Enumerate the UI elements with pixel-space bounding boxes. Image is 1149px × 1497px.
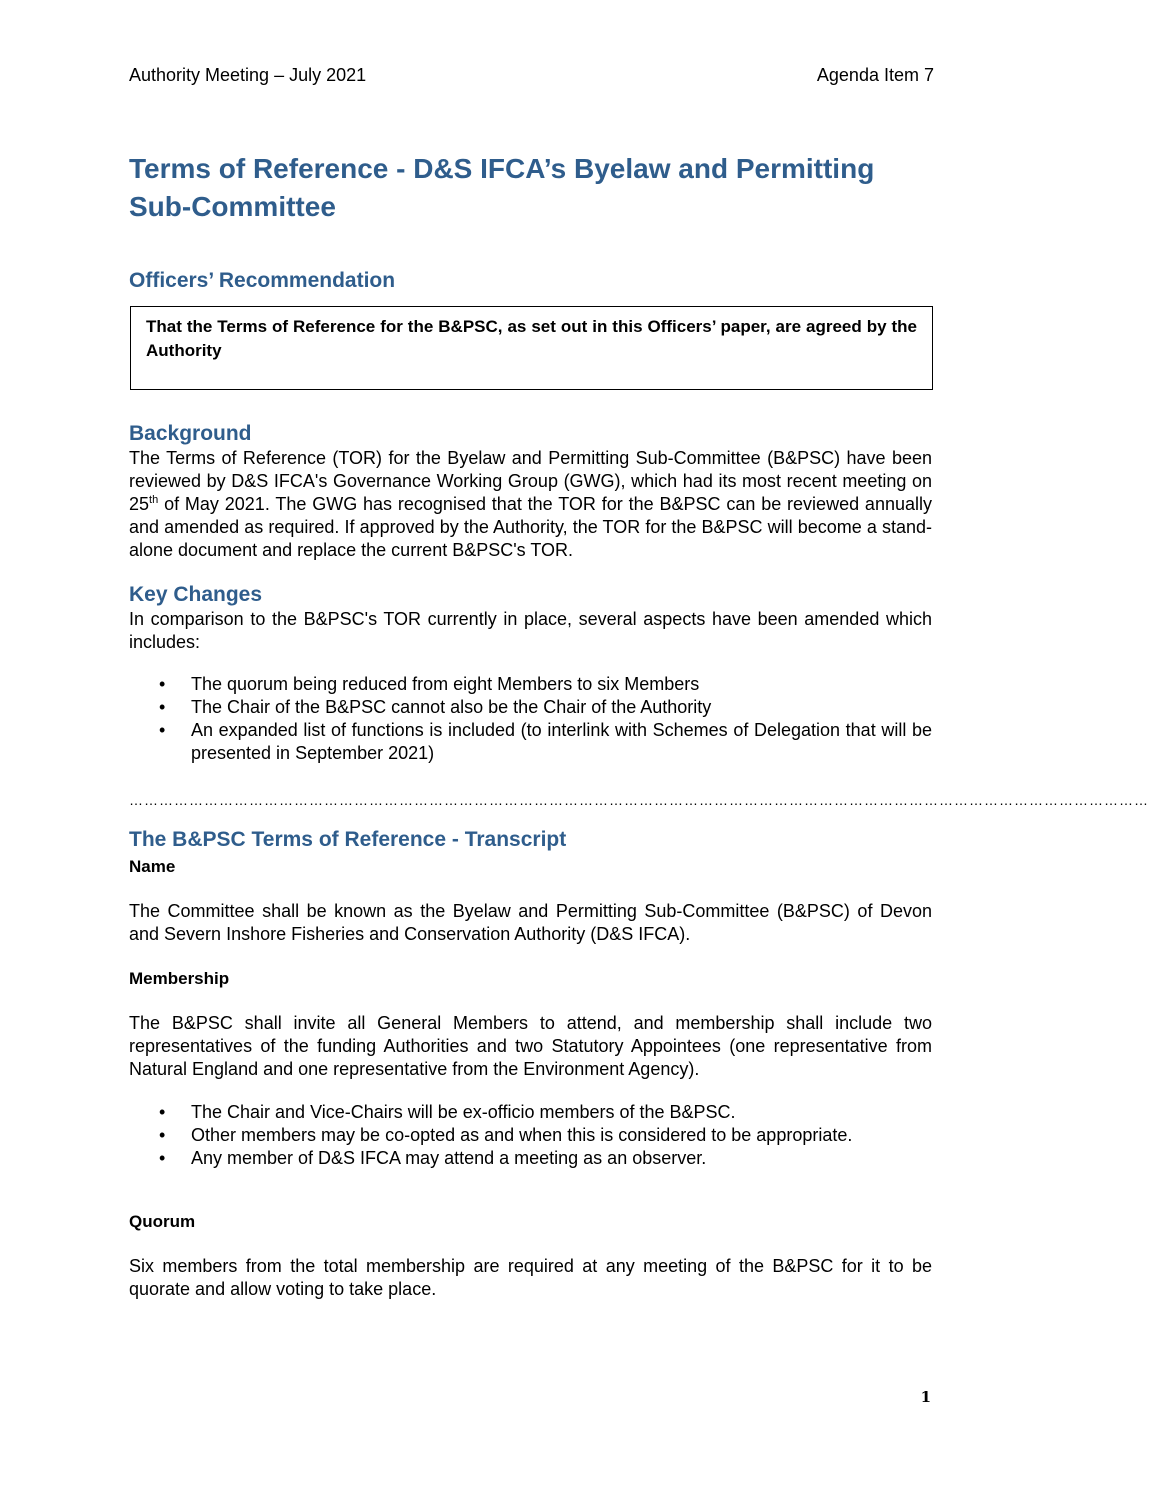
list-item: • The quorum being reduced from eight Members to six Members — [159, 674, 700, 694]
header-agenda-item: Agenda Item 7 — [816, 65, 934, 85]
list-item: • The Chair of the B&PSC cannot also be the Chair of the Authority — [159, 697, 712, 717]
bullet-icon: • — [159, 720, 166, 740]
bullet-icon: • — [159, 697, 166, 717]
quorum-heading: Quorum — [129, 1212, 196, 1231]
membership-text: The B&PSC shall invite all General Members to attend, and membership shall include two representatives of the funding Authorities and two Statutory Appointees (one representative from Natural England and one representative from the Environment Agency). — [129, 1013, 932, 1079]
bullet-icon: • — [159, 1102, 166, 1122]
key-changes-list — [129, 673, 932, 765]
key-changes-intro: In comparison to the B&PSC's TOR currently in place, several aspects have been amended which includes: — [129, 609, 932, 652]
list-item: • Any member of D&S IFCA may attend a meeting as an observer. — [159, 1148, 707, 1168]
key-changes-heading: Key Changes — [129, 583, 263, 606]
bullet-icon: • — [159, 1125, 166, 1145]
bullet-icon: • — [159, 674, 166, 694]
name-text: The Committee shall be known as the Byelaw and Permitting Sub-Committee (B&PSC) of Devon and Severn Inshore Fisheries and Conservation Authority (D&S IFCA). — [129, 901, 932, 944]
document-title: Terms of Reference - D&S IFCA’s Byelaw and Permitting Sub-Committee — [129, 153, 875, 222]
membership-heading: Membership — [129, 969, 230, 988]
recommendation-heading: Officers’ Recommendation — [129, 269, 396, 292]
list-item: • The Chair and Vice-Chairs will be ex-officio members of the B&PSC. — [159, 1102, 736, 1122]
list-item: • An expanded list of functions is included (to interlink with Schemes of Delegation that will be presented in September 2021) — [159, 720, 932, 763]
recommendation-text: That the Terms of Reference for the B&PSC, as set out in this Officers’ paper, are agreed by the Authority — [146, 317, 917, 360]
dotted-separator: …………………………………………………………………………………………………………………………………………………………………………………… — [129, 792, 1149, 808]
background-text: The Terms of Reference (TOR) for the Byelaw and Permitting Sub-Committee (B&PSC) have been reviewed by D&S IFCA's Governance Working Group (GWG), which had its most recent meeting on 25th of May 2021. The GWG has recognised that the TOR for the B&PSC can be reviewed annually and amended as required. If approved by the Authority, the TOR for the B&PSC will become a stand-alone document and replace the current B&PSC's TOR. — [129, 448, 932, 560]
page-number: 1 — [920, 1388, 931, 1406]
recommendation-box — [130, 306, 933, 390]
background-heading: Background — [129, 422, 252, 445]
header-meeting: Authority Meeting – July 2021 — [129, 65, 367, 85]
name-heading: Name — [129, 857, 176, 876]
quorum-text: Six members from the total membership are required at any meeting of the B&PSC for it to be quorate and allow voting to take place. — [129, 1256, 932, 1299]
membership-list — [129, 1101, 932, 1170]
bullet-icon: • — [159, 1148, 166, 1168]
list-item: • Other members may be co-opted as and when this is considered to be appropriate. — [159, 1125, 853, 1145]
transcript-heading: The B&PSC Terms of Reference - Transcript — [129, 828, 567, 851]
